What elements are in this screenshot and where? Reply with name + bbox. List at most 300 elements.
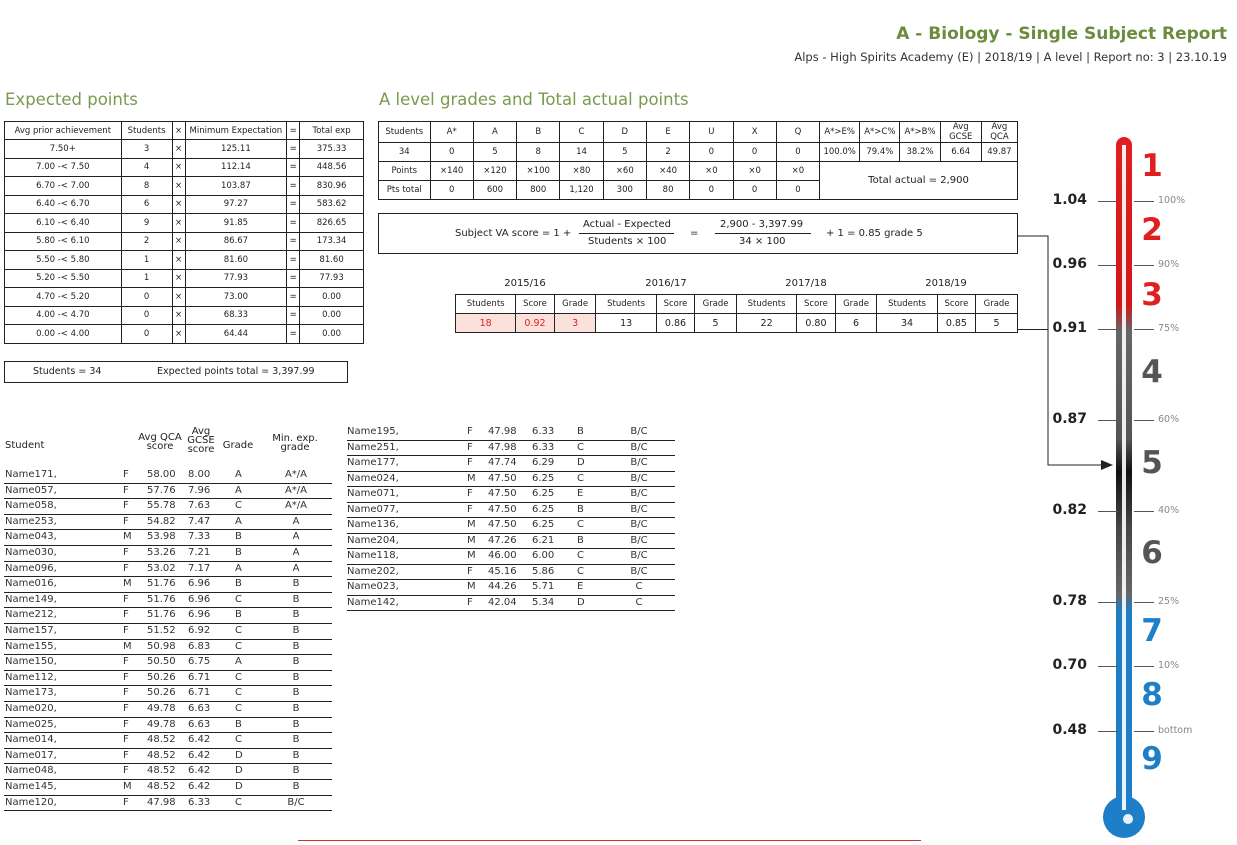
grade-count-cell: 0 xyxy=(690,143,733,162)
student-min-exp: A xyxy=(292,531,300,543)
pts-total-cell: 300 xyxy=(603,181,646,200)
student-avg-gcse: 6.33 xyxy=(532,426,555,437)
student-avg-qca: 47.98 xyxy=(147,796,176,808)
expected-cell: 0.00 -< 4.00 xyxy=(5,325,122,344)
student-row xyxy=(347,472,675,488)
student-avg-gcse: 6.63 xyxy=(188,703,211,714)
expected-cell: 68.33 xyxy=(185,306,287,325)
student-row xyxy=(347,565,675,581)
student-avg-gcse: 6.63 xyxy=(188,718,211,730)
history-cell: 5 xyxy=(695,314,737,333)
scale-percentile: 90% xyxy=(1158,259,1180,270)
expected-cell: 0.00 xyxy=(300,288,364,307)
expected-row xyxy=(5,214,364,233)
students-total: Students = 34 xyxy=(33,366,102,377)
student-avg-gcse: 6.92 xyxy=(188,625,211,636)
student-min-exp: B/C xyxy=(630,426,648,437)
student-avg-qca: 51.52 xyxy=(147,625,176,636)
grade-col-header: A*>E% xyxy=(820,122,860,143)
grade-number: 7 xyxy=(1141,613,1163,649)
expected-points-title: Expected points xyxy=(5,90,138,109)
va-numerator-values: 2,900 - 3,397.99 xyxy=(720,219,804,230)
expected-cell: 6 xyxy=(121,195,172,214)
student-grade: C xyxy=(235,640,242,652)
student-avg-qca: 42.04 xyxy=(488,596,517,608)
student-row xyxy=(347,456,675,472)
expected-points-total: Expected points total = 3,397.99 xyxy=(157,366,315,377)
expected-cell: 830.96 xyxy=(300,177,364,196)
expected-cell: × xyxy=(172,158,185,177)
expected-row xyxy=(5,232,364,251)
student-name: Name202, xyxy=(347,565,399,577)
student-grade: C xyxy=(577,472,584,484)
student-avg-gcse: 7.17 xyxy=(188,562,211,574)
expected-cell: 826.65 xyxy=(300,214,364,233)
student-name: Name017, xyxy=(5,749,57,761)
expected-cell: 7.00 -< 7.50 xyxy=(5,158,122,177)
student-row xyxy=(4,562,332,578)
expected-row xyxy=(5,140,364,159)
history-col-header: Students xyxy=(596,295,656,314)
student-gender: F xyxy=(123,687,129,699)
student-gender: F xyxy=(123,562,129,574)
student-name: Name251, xyxy=(347,441,399,453)
student-gender: F xyxy=(123,765,129,777)
student-avg-qca: 53.98 xyxy=(147,531,176,543)
student-name: Name118, xyxy=(347,550,399,561)
student-row xyxy=(4,780,332,796)
student-grade: B xyxy=(235,609,242,621)
grades-table xyxy=(378,121,1018,200)
expected-cell: = xyxy=(287,325,300,344)
student-min-exp: C xyxy=(635,581,643,592)
student-row xyxy=(4,749,332,765)
grade-number: 1 xyxy=(1141,148,1163,184)
expected-cell: 2 xyxy=(121,232,172,251)
student-min-exp: B xyxy=(292,671,300,683)
student-row xyxy=(4,796,332,812)
pts-total-cell: 0 xyxy=(733,181,776,200)
student-avg-gcse: 6.42 xyxy=(188,749,211,761)
student-avg-qca: 53.02 xyxy=(147,562,176,574)
student-avg-gcse: 7.33 xyxy=(188,531,211,543)
student-grade: B xyxy=(235,531,242,543)
student-row xyxy=(347,580,675,596)
student-name: Name077, xyxy=(347,503,399,515)
student-avg-gcse: 6.25 xyxy=(532,488,555,499)
grade-count-cell: 8 xyxy=(517,143,560,162)
student-row xyxy=(4,484,332,500)
expected-cell: × xyxy=(172,140,185,159)
student-min-exp: B xyxy=(292,765,300,777)
history-col-header: Grade xyxy=(695,295,737,314)
student-gender: M xyxy=(467,519,476,530)
student-name: Name155, xyxy=(5,640,57,652)
student-avg-gcse: 7.21 xyxy=(188,547,211,558)
expected-col-header: = xyxy=(287,122,300,140)
scale-value: 0.82 xyxy=(1052,502,1087,518)
student-min-exp: B xyxy=(292,687,300,699)
student-name: Name120, xyxy=(5,796,57,808)
student-gender: F xyxy=(123,500,129,512)
header-grade: Grade xyxy=(222,440,254,451)
student-gender: F xyxy=(123,547,129,558)
student-min-exp: B xyxy=(292,749,300,761)
student-min-exp: B xyxy=(292,593,300,605)
expected-row xyxy=(5,269,364,288)
student-min-exp: B/C xyxy=(630,488,648,499)
student-avg-qca: 48.52 xyxy=(147,734,176,746)
student-gender: M xyxy=(467,550,476,561)
expected-col-header: Total exp xyxy=(300,122,364,140)
student-grade: B xyxy=(577,534,584,546)
grade-col-header: C xyxy=(560,122,603,143)
history-cell: 5 xyxy=(976,314,1018,333)
points-label: Points xyxy=(379,162,431,181)
student-min-exp: A*/A xyxy=(284,484,308,496)
points-cell: ×40 xyxy=(646,162,689,181)
expected-cell: 0 xyxy=(121,306,172,325)
expected-cell: 86.67 xyxy=(185,232,287,251)
expected-cell: 4.70 -< 5.20 xyxy=(5,288,122,307)
va-denominator-values: 34 × 100 xyxy=(739,236,786,247)
student-grade: B xyxy=(235,547,242,558)
scale-tick-line xyxy=(1098,420,1118,421)
history-col-header: Score xyxy=(516,295,554,314)
pts-total-cell: 0 xyxy=(776,181,819,200)
history-col-header: Score xyxy=(937,295,975,314)
student-row xyxy=(4,671,332,687)
va-denominator-text: Students × 100 xyxy=(588,236,667,247)
grade-col-header: U xyxy=(690,122,733,143)
expected-cell: 6.10 -< 6.40 xyxy=(5,214,122,233)
expected-cell: 64.44 xyxy=(185,325,287,344)
grade-count-cell: 2 xyxy=(646,143,689,162)
scale-value: 0.70 xyxy=(1052,657,1087,673)
expected-cell: × xyxy=(172,325,185,344)
expected-cell: 0.00 xyxy=(300,325,364,344)
student-name: Name212, xyxy=(5,609,57,621)
points-cell: ×80 xyxy=(560,162,603,181)
expected-cell: = xyxy=(287,214,300,233)
grade-col-header: D xyxy=(603,122,646,143)
expected-cell: 173.34 xyxy=(300,232,364,251)
grade-col-header: E xyxy=(646,122,689,143)
student-min-exp: A xyxy=(292,547,300,558)
expected-cell: = xyxy=(287,158,300,177)
student-avg-qca: 47.50 xyxy=(488,503,517,515)
student-avg-qca: 49.78 xyxy=(147,703,176,714)
va-equals: = xyxy=(690,228,699,239)
grades-count-row xyxy=(379,143,1018,162)
expected-cell: 97.27 xyxy=(185,195,287,214)
expected-row xyxy=(5,251,364,270)
student-min-exp: B/C xyxy=(630,457,648,468)
student-grade: C xyxy=(235,625,242,636)
student-list-1 xyxy=(4,468,334,813)
history-cell: 6 xyxy=(835,314,877,333)
history-cell: 0.86 xyxy=(656,314,694,333)
student-grade: B xyxy=(577,426,584,437)
student-name: Name145, xyxy=(5,781,57,792)
expected-cell: × xyxy=(172,269,185,288)
report-title: A - Biology - Single Subject Report xyxy=(896,24,1227,44)
student-min-exp: B/C xyxy=(630,565,648,577)
student-name: Name071, xyxy=(347,488,399,499)
student-avg-qca: 47.98 xyxy=(488,441,517,453)
student-gender: F xyxy=(123,718,129,730)
scale-value: 0.96 xyxy=(1052,256,1087,272)
grade-count-cell: 5 xyxy=(603,143,646,162)
student-avg-qca: 48.52 xyxy=(147,781,176,792)
expected-cell: = xyxy=(287,195,300,214)
history-cell: 0.85 xyxy=(937,314,975,333)
student-avg-qca: 47.26 xyxy=(488,534,517,546)
grades-title: A level grades and Total actual points xyxy=(379,90,689,109)
student-row xyxy=(4,530,332,546)
student-grade: C xyxy=(235,671,242,683)
student-avg-gcse: 6.71 xyxy=(188,671,211,683)
student-avg-qca: 47.50 xyxy=(488,519,517,530)
expected-cell: × xyxy=(172,288,185,307)
student-grade: C xyxy=(577,519,584,530)
student-gender: M xyxy=(467,534,476,546)
student-avg-qca: 45.16 xyxy=(488,565,517,577)
scale-value: 0.48 xyxy=(1052,722,1087,738)
student-min-exp: B/C xyxy=(630,519,648,530)
expected-cell: 4 xyxy=(121,158,172,177)
student-name: Name043, xyxy=(5,531,57,543)
student-name: Name057, xyxy=(5,484,57,496)
expected-cell: 5.20 -< 5.50 xyxy=(5,269,122,288)
expected-row xyxy=(5,325,364,344)
student-min-exp: A xyxy=(292,562,300,574)
expected-row xyxy=(5,195,364,214)
grade-count-cell: 38.2% xyxy=(900,143,940,162)
scale-percentile: 25% xyxy=(1158,596,1180,607)
student-name: Name136, xyxy=(347,519,399,530)
student-avg-gcse: 6.42 xyxy=(188,765,211,777)
student-name: Name025, xyxy=(5,718,57,730)
scale-tick-line xyxy=(1134,265,1154,266)
grade-count-cell: 34 xyxy=(379,143,431,162)
student-row xyxy=(4,686,332,702)
pts-total-cell: 1,120 xyxy=(560,181,603,200)
scale-percentile: 10% xyxy=(1158,660,1180,671)
student-grade: B xyxy=(235,578,242,590)
student-min-exp: A*/A xyxy=(284,500,308,512)
report-subtitle: Alps - High Spirits Academy (E) | 2018/19 | A level | Report no: 3 | 23.10.19 xyxy=(794,50,1227,64)
student-avg-gcse: 6.25 xyxy=(532,519,555,530)
header-avg-gcse: Avg GCSE score xyxy=(187,426,215,455)
student-min-exp: B xyxy=(292,640,300,652)
history-col-header: Grade xyxy=(976,295,1018,314)
scale-tick-line xyxy=(1134,201,1154,202)
grade-count-cell: 0 xyxy=(776,143,819,162)
student-row xyxy=(4,624,332,640)
student-row xyxy=(347,518,675,534)
student-name: Name048, xyxy=(5,765,57,777)
scale-tick-line xyxy=(1134,731,1154,732)
pts-total-cell: 0 xyxy=(690,181,733,200)
history-years xyxy=(455,278,1018,292)
history-cell: 0.92 xyxy=(516,314,554,333)
history-col-header: Students xyxy=(877,295,937,314)
student-gender: M xyxy=(467,581,476,592)
expected-row xyxy=(5,177,364,196)
history-col-header: Grade xyxy=(835,295,877,314)
grade-number: 6 xyxy=(1141,535,1163,571)
student-grade: C xyxy=(577,565,584,577)
expected-cell: 448.56 xyxy=(300,158,364,177)
expected-cell: × xyxy=(172,232,185,251)
student-gender: F xyxy=(467,441,473,453)
student-name: Name020, xyxy=(5,703,57,714)
grade-count-cell: 6.64 xyxy=(940,143,981,162)
student-avg-qca: 57.76 xyxy=(147,484,176,496)
student-avg-qca: 51.76 xyxy=(147,578,176,590)
student-grade: A xyxy=(235,562,242,574)
student-avg-gcse: 7.63 xyxy=(188,500,211,512)
scale-value: 0.91 xyxy=(1052,320,1087,336)
year-label: 2015/16 xyxy=(504,278,546,289)
points-cell: ×60 xyxy=(603,162,646,181)
student-name: Name149, xyxy=(5,593,57,605)
student-name: Name157, xyxy=(5,625,57,636)
grade-count-cell: 0 xyxy=(430,143,473,162)
student-gender: M xyxy=(467,472,476,484)
student-avg-gcse: 6.96 xyxy=(188,578,211,590)
student-avg-gcse: 6.25 xyxy=(532,472,555,484)
student-list-2 xyxy=(347,425,675,615)
pts-total-label: Pts total xyxy=(379,181,431,200)
student-name: Name171, xyxy=(5,469,57,480)
expected-cell: 8 xyxy=(121,177,172,196)
student-gender: F xyxy=(123,609,129,621)
student-min-exp: B xyxy=(292,781,300,792)
student-avg-gcse: 5.71 xyxy=(532,581,555,592)
expected-cell: 0.00 xyxy=(300,306,364,325)
student-gender: F xyxy=(123,593,129,605)
expected-cell: 6.40 -< 6.70 xyxy=(5,195,122,214)
student-gender: F xyxy=(123,734,129,746)
student-avg-gcse: 6.00 xyxy=(532,550,555,561)
student-row xyxy=(4,468,332,484)
history-table xyxy=(455,294,1018,333)
student-grade: C xyxy=(235,500,242,512)
student-min-exp: B/C xyxy=(287,796,305,808)
expected-col-header: × xyxy=(172,122,185,140)
student-row xyxy=(4,718,332,734)
student-row xyxy=(4,640,332,656)
total-actual: Total actual = 2,900 xyxy=(820,162,1018,200)
student-grade: D xyxy=(235,765,243,777)
student-grade: B xyxy=(235,718,242,730)
grade-count-cell: 100.0% xyxy=(820,143,860,162)
grade-count-cell: 0 xyxy=(733,143,776,162)
expected-cell: 6.70 -< 7.00 xyxy=(5,177,122,196)
student-gender: M xyxy=(123,781,132,792)
scale-percentile: 60% xyxy=(1158,414,1180,425)
student-name: Name253, xyxy=(5,515,57,527)
student-avg-qca: 48.52 xyxy=(147,749,176,761)
history-header-row xyxy=(456,295,1018,314)
scale-tick-line xyxy=(1134,420,1154,421)
student-avg-gcse: 6.96 xyxy=(188,593,211,605)
scale-value: 0.78 xyxy=(1052,593,1087,609)
student-gender: F xyxy=(467,488,473,499)
student-gender: F xyxy=(123,515,129,527)
student-grade: C xyxy=(235,796,242,808)
expected-cell: × xyxy=(172,214,185,233)
student-avg-gcse: 7.96 xyxy=(188,484,211,496)
student-avg-gcse: 5.86 xyxy=(532,565,555,577)
student-gender: F xyxy=(123,469,129,480)
expected-cell: 81.60 xyxy=(300,251,364,270)
student-grade: C xyxy=(577,550,584,561)
student-avg-qca: 54.82 xyxy=(147,515,176,527)
student-row xyxy=(4,577,332,593)
student-name: Name195, xyxy=(347,426,399,437)
expected-cell: = xyxy=(287,288,300,307)
history-cell: 18 xyxy=(456,314,516,333)
student-min-exp: B xyxy=(292,734,300,746)
student-avg-gcse: 7.47 xyxy=(188,515,211,527)
student-name: Name024, xyxy=(347,472,399,484)
student-min-exp: B xyxy=(292,656,300,668)
expected-cell: 7.50+ xyxy=(5,140,122,159)
grade-number: 5 xyxy=(1141,445,1163,481)
student-avg-qca: 47.74 xyxy=(488,457,517,468)
expected-cell: = xyxy=(287,140,300,159)
grade-col-header: A*>C% xyxy=(860,122,900,143)
student-avg-qca: 55.78 xyxy=(147,500,176,512)
history-cell: 3 xyxy=(554,314,596,333)
year-label: 2017/18 xyxy=(785,278,827,289)
student-min-exp: B xyxy=(292,578,300,590)
expected-cell: 73.00 xyxy=(185,288,287,307)
expected-row xyxy=(5,158,364,177)
student-row xyxy=(347,534,675,550)
student-row xyxy=(4,733,332,749)
student-grade: C xyxy=(235,703,242,714)
scale-tick-line xyxy=(1134,329,1154,330)
student-list-header xyxy=(4,426,344,460)
expected-cell: 4.00 -< 4.70 xyxy=(5,306,122,325)
history-col-header: Grade xyxy=(554,295,596,314)
expected-cell: 1 xyxy=(121,251,172,270)
grade-count-cell: 49.87 xyxy=(981,143,1017,162)
scale-tick-line xyxy=(1098,329,1118,330)
student-avg-gcse: 6.83 xyxy=(188,640,211,652)
student-min-exp: A xyxy=(292,515,300,527)
student-gender: F xyxy=(467,565,473,577)
student-avg-qca: 49.78 xyxy=(147,718,176,730)
expected-cell: 1 xyxy=(121,269,172,288)
student-grade: D xyxy=(235,749,243,761)
grade-number: 3 xyxy=(1141,277,1163,313)
grades-header-row xyxy=(379,122,1018,143)
student-gender: F xyxy=(123,625,129,636)
expected-summary xyxy=(4,361,348,383)
student-row xyxy=(4,764,332,780)
student-row xyxy=(347,596,675,612)
student-grade: E xyxy=(577,581,584,592)
student-avg-qca: 51.76 xyxy=(147,609,176,621)
points-cell: ×0 xyxy=(733,162,776,181)
pts-total-cell: 0 xyxy=(430,181,473,200)
student-grade: C xyxy=(577,441,584,453)
